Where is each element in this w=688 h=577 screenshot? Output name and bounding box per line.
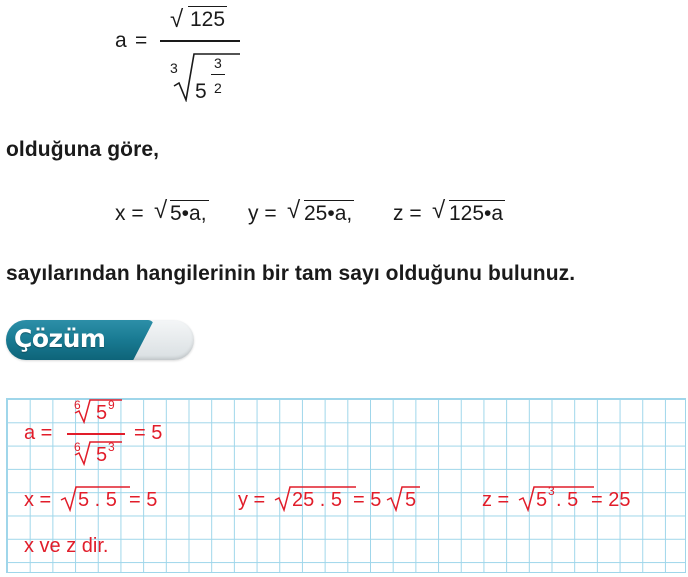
- solution-z-lhs: z =: [482, 489, 510, 511]
- solution-a-lhs: a =: [24, 422, 53, 444]
- solution-x-result: = 5: [129, 489, 158, 511]
- exponent-bar: [211, 74, 225, 75]
- exponent-numerator: 3: [214, 55, 222, 71]
- numerator-radicand: 125: [190, 8, 226, 31]
- solution-z-radicand-rest: . 5: [556, 489, 579, 511]
- denominator-base: 5: [96, 444, 108, 466]
- y-expression-lhs: y =: [248, 202, 277, 225]
- solution-y-result-radicand: 5: [405, 489, 417, 511]
- denominator-exponent: 3: [108, 440, 115, 454]
- denominator-root-index: 6: [74, 440, 81, 454]
- question-prompt: sayılarından hangilerinin bir tam sayı olduğunu bulunuz.: [6, 262, 576, 285]
- sqrt-sign: √: [287, 197, 301, 224]
- x-expression-lhs: x =: [115, 202, 144, 225]
- solution-x-radicand: 5 . 5: [78, 489, 117, 511]
- numerator-root-index: 6: [74, 398, 81, 412]
- z-expression-lhs: z =: [393, 202, 422, 225]
- a-variable: a: [115, 29, 127, 52]
- fraction-bar: [160, 40, 240, 42]
- equals-sign: =: [135, 29, 148, 52]
- z-radicand: 125•a: [449, 202, 504, 225]
- sqrt-sign: √: [154, 197, 168, 224]
- condition-text: olduğuna göre,: [6, 138, 160, 161]
- solution-z-result: = 25: [591, 489, 631, 511]
- x-radicand: 5•a,: [170, 202, 207, 225]
- numerator-base: 5: [96, 402, 108, 424]
- solution-z-radicand-exponent: 3: [548, 484, 555, 498]
- cube-root-sign: [172, 50, 242, 102]
- exponent-denominator: 2: [214, 80, 222, 96]
- badge-label: Çözüm: [14, 324, 106, 353]
- numerator-exponent: 9: [108, 398, 115, 412]
- solution-z-radicand-base: 5: [536, 489, 548, 511]
- solution-fraction-bar: [67, 433, 125, 435]
- solution-x-lhs: x =: [24, 489, 52, 511]
- y-radicand: 25•a,: [304, 202, 353, 225]
- solution-a-result: = 5: [134, 422, 163, 444]
- solution-y-radicand: 25 . 5: [292, 489, 343, 511]
- solution-y-lhs: y =: [238, 489, 266, 511]
- denominator-base: 5: [195, 80, 207, 103]
- solution-y-result-root-sign: [386, 484, 422, 512]
- solution-conclusion: x ve z dir.: [24, 535, 109, 557]
- solution-y-result: = 5: [353, 489, 382, 511]
- sqrt-sign: √: [432, 197, 446, 224]
- sqrt-sign: √: [170, 6, 184, 33]
- root-index: 3: [170, 60, 178, 76]
